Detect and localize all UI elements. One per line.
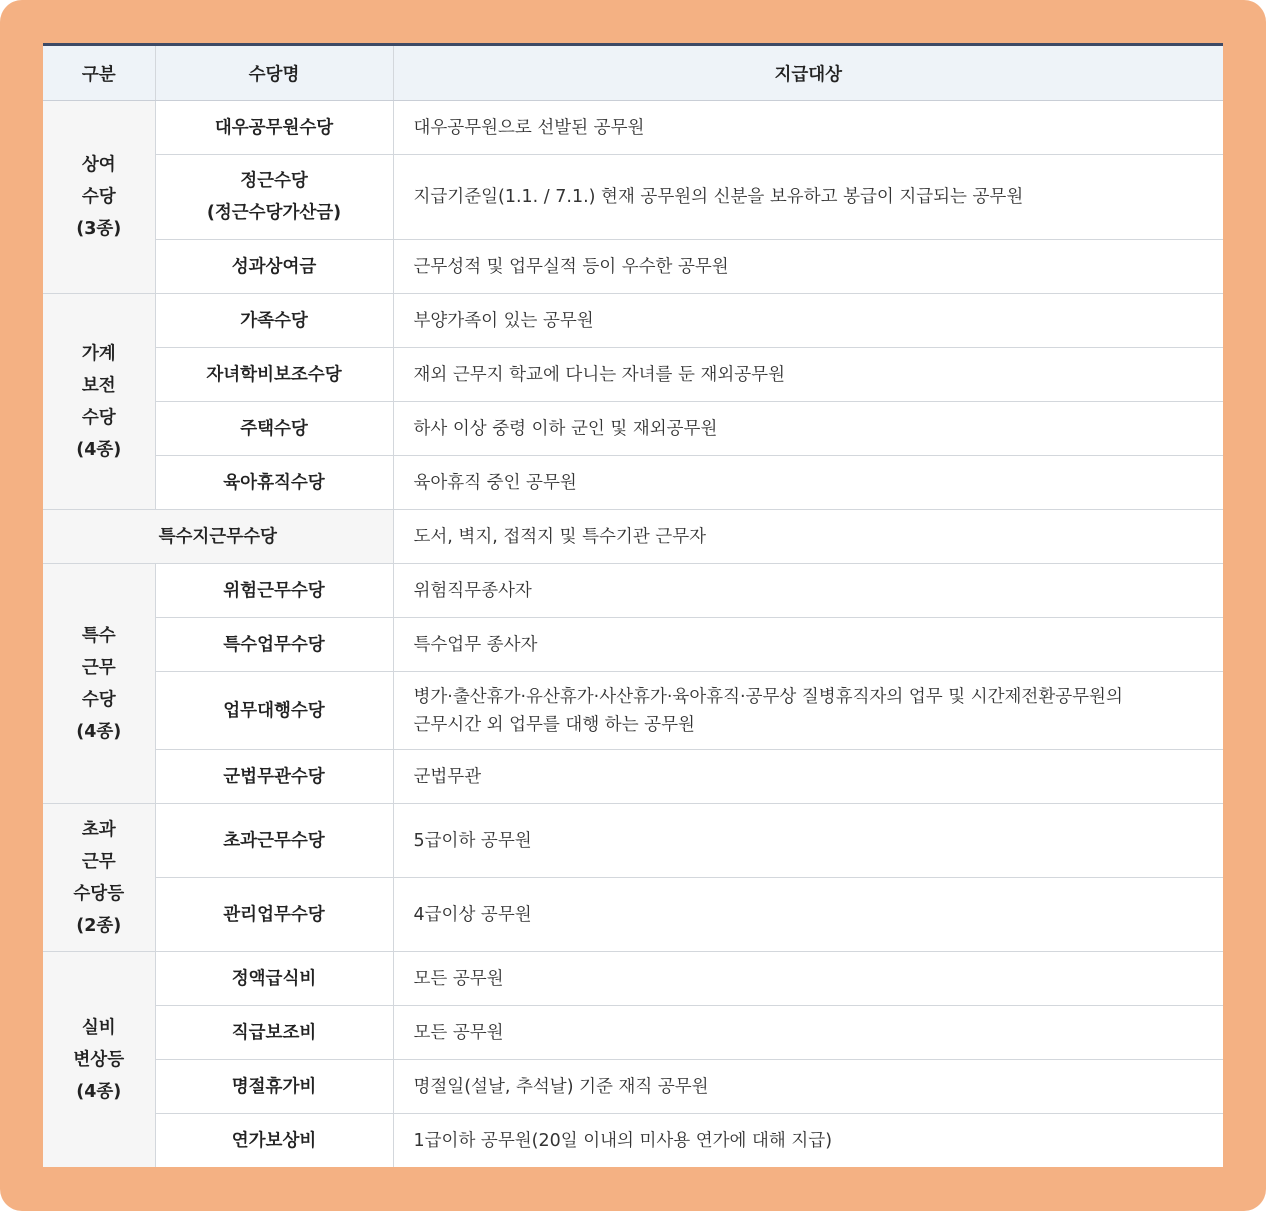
table-row bbox=[43, 618, 1223, 672]
category-line: 근무 bbox=[81, 657, 116, 678]
category-line: 수당등 bbox=[73, 883, 125, 904]
target-line: 대우공무원으로 선발된 공무원 bbox=[413, 117, 645, 138]
name-line: 성과상여금 bbox=[231, 256, 317, 277]
table-row bbox=[43, 155, 1223, 240]
allowance-target bbox=[393, 240, 1223, 294]
allowance-target bbox=[393, 618, 1223, 672]
name-line: 육아휴직수당 bbox=[223, 472, 325, 493]
target-line: 4급이상 공무원 bbox=[413, 904, 532, 925]
table-row bbox=[43, 510, 1223, 564]
allowance-name bbox=[155, 1060, 393, 1114]
name-line: 자녀학비보조수당 bbox=[206, 364, 342, 385]
category-line: (4종) bbox=[76, 721, 122, 742]
header-category: 구분 bbox=[43, 45, 155, 101]
target-line: 부양가족이 있는 공무원 bbox=[413, 310, 594, 331]
name-line: 특수업무수당 bbox=[223, 634, 325, 655]
category-cell bbox=[43, 294, 155, 510]
target-line: 근무시간 외 업무를 대행 하는 공무원 bbox=[413, 714, 695, 735]
allowance-name bbox=[155, 804, 393, 878]
category-line: 상여 bbox=[81, 155, 116, 175]
name-line: 주택수당 bbox=[240, 418, 308, 439]
category-line: 수당 bbox=[81, 407, 116, 428]
category-line: (2종) bbox=[76, 915, 122, 936]
allowance-target bbox=[393, 804, 1223, 878]
allowance-name: 특수지근무수당 bbox=[43, 510, 393, 564]
category-line: 수당 bbox=[81, 689, 116, 710]
table-row bbox=[43, 804, 1223, 878]
target-line: 병가·출산휴가·유산휴가·사산휴가·육아휴직·공무상 질병휴직자의 업무 및 시간제전환공무원의 bbox=[413, 686, 1123, 707]
category-line: 보전 bbox=[81, 375, 116, 396]
allowance-target bbox=[393, 101, 1223, 155]
allowance-table bbox=[43, 43, 1223, 1167]
category-line: 가계 bbox=[81, 343, 116, 364]
allowance-target bbox=[393, 402, 1223, 456]
name-line: 관리업무수당 bbox=[223, 904, 325, 925]
target-line: 육아휴직 중인 공무원 bbox=[413, 472, 577, 493]
category-line: 초과 bbox=[81, 819, 116, 840]
table-row bbox=[43, 456, 1223, 510]
table-row bbox=[43, 672, 1223, 750]
allowance-target bbox=[393, 1006, 1223, 1060]
name-line: 가족수당 bbox=[240, 310, 308, 331]
table-row bbox=[43, 101, 1223, 155]
allowance-target bbox=[393, 564, 1223, 618]
target-line: 군법무관 bbox=[413, 766, 482, 787]
category-cell bbox=[43, 952, 155, 1168]
allowance-name bbox=[155, 155, 393, 240]
name-line: 명절휴가비 bbox=[231, 1076, 317, 1097]
target-line: 명절일(설날, 추석날) 기준 재직 공무원 bbox=[413, 1076, 709, 1097]
table-row bbox=[43, 1114, 1223, 1168]
name-line: 업무대행수당 bbox=[223, 700, 325, 721]
table-row bbox=[43, 1060, 1223, 1114]
allowance-target bbox=[393, 750, 1223, 804]
name-line: 직급보조비 bbox=[231, 1022, 317, 1043]
name-line: 대우공무원수당 bbox=[214, 117, 334, 138]
table-header-row bbox=[43, 45, 1223, 101]
category-line: 실비 bbox=[81, 1017, 116, 1038]
target-line: 모든 공무원 bbox=[413, 968, 504, 989]
category-line: (4종) bbox=[76, 439, 122, 460]
target-line: 근무성적 및 업무실적 등이 우수한 공무원 bbox=[413, 256, 729, 277]
allowance-name bbox=[155, 456, 393, 510]
allowance-target bbox=[393, 456, 1223, 510]
table-row bbox=[43, 564, 1223, 618]
allowance-name bbox=[155, 1006, 393, 1060]
allowance-target bbox=[393, 510, 1223, 564]
allowance-target bbox=[393, 878, 1223, 952]
allowance-name bbox=[155, 1114, 393, 1168]
name-line: 정액급식비 bbox=[231, 968, 317, 989]
allowance-target bbox=[393, 348, 1223, 402]
header-target: 지급대상 bbox=[393, 45, 1223, 101]
allowance-name bbox=[155, 878, 393, 952]
allowance-target bbox=[393, 155, 1223, 240]
allowance-name bbox=[155, 952, 393, 1006]
allowance-target bbox=[393, 1060, 1223, 1114]
target-line: 위험직무종사자 bbox=[413, 580, 532, 601]
allowance-name bbox=[155, 672, 393, 750]
table-row bbox=[43, 1006, 1223, 1060]
table-row bbox=[43, 240, 1223, 294]
table-row bbox=[43, 952, 1223, 1006]
allowance-target bbox=[393, 672, 1223, 750]
table-row bbox=[43, 348, 1223, 402]
target-line: 하사 이상 중령 이하 군인 및 재외공무원 bbox=[413, 418, 718, 439]
name-line: 군법무관수당 bbox=[223, 766, 325, 787]
category-line: (4종) bbox=[76, 1081, 122, 1102]
target-line: 재외 근무지 학교에 다니는 자녀를 둔 재외공무원 bbox=[413, 364, 785, 385]
name-line: 위험근무수당 bbox=[223, 580, 325, 601]
category-cell bbox=[43, 564, 155, 804]
allowance-target bbox=[393, 294, 1223, 348]
category-cell bbox=[43, 804, 155, 952]
allowance-name bbox=[155, 294, 393, 348]
name-line: 연가보상비 bbox=[231, 1130, 317, 1151]
target-line: 특수업무 종사자 bbox=[413, 634, 538, 655]
name-line: 정근수당 bbox=[240, 171, 308, 191]
header-allowance: 수당명 bbox=[155, 45, 393, 101]
category-cell bbox=[43, 101, 155, 294]
category-line: (3종) bbox=[76, 219, 122, 239]
target-line: 1급이하 공무원(20일 이내의 미사용 연가에 대해 지급) bbox=[413, 1130, 833, 1151]
target-line: 모든 공무원 bbox=[413, 1022, 504, 1043]
target-line: 도서, 벽지, 접적지 및 특수기관 근무자 bbox=[413, 526, 707, 547]
name-line: (정근수당가산금) bbox=[206, 203, 342, 223]
allowance-name bbox=[155, 240, 393, 294]
target-line: 지급기준일(1.1. / 7.1.) 현재 공무원의 신분을 보유하고 봉급이 지급되는 공무원 bbox=[413, 187, 1024, 207]
allowance-name bbox=[155, 564, 393, 618]
allowance-name bbox=[155, 348, 393, 402]
table-body bbox=[43, 101, 1223, 1168]
name-line: 초과근무수당 bbox=[223, 830, 325, 851]
target-line: 5급이하 공무원 bbox=[413, 830, 532, 851]
allowance-target bbox=[393, 952, 1223, 1006]
table-row bbox=[43, 750, 1223, 804]
table-row bbox=[43, 294, 1223, 348]
category-line: 수당 bbox=[81, 187, 116, 207]
table-row bbox=[43, 402, 1223, 456]
allowance-name bbox=[155, 101, 393, 155]
category-line: 특수 bbox=[81, 625, 116, 646]
category-line: 근무 bbox=[81, 851, 116, 872]
allowance-name bbox=[155, 750, 393, 804]
allowance-name bbox=[155, 618, 393, 672]
table-panel bbox=[43, 43, 1223, 1167]
allowance-name bbox=[155, 402, 393, 456]
table-row bbox=[43, 878, 1223, 952]
allowance-target bbox=[393, 1114, 1223, 1168]
category-line: 변상등 bbox=[73, 1049, 125, 1070]
